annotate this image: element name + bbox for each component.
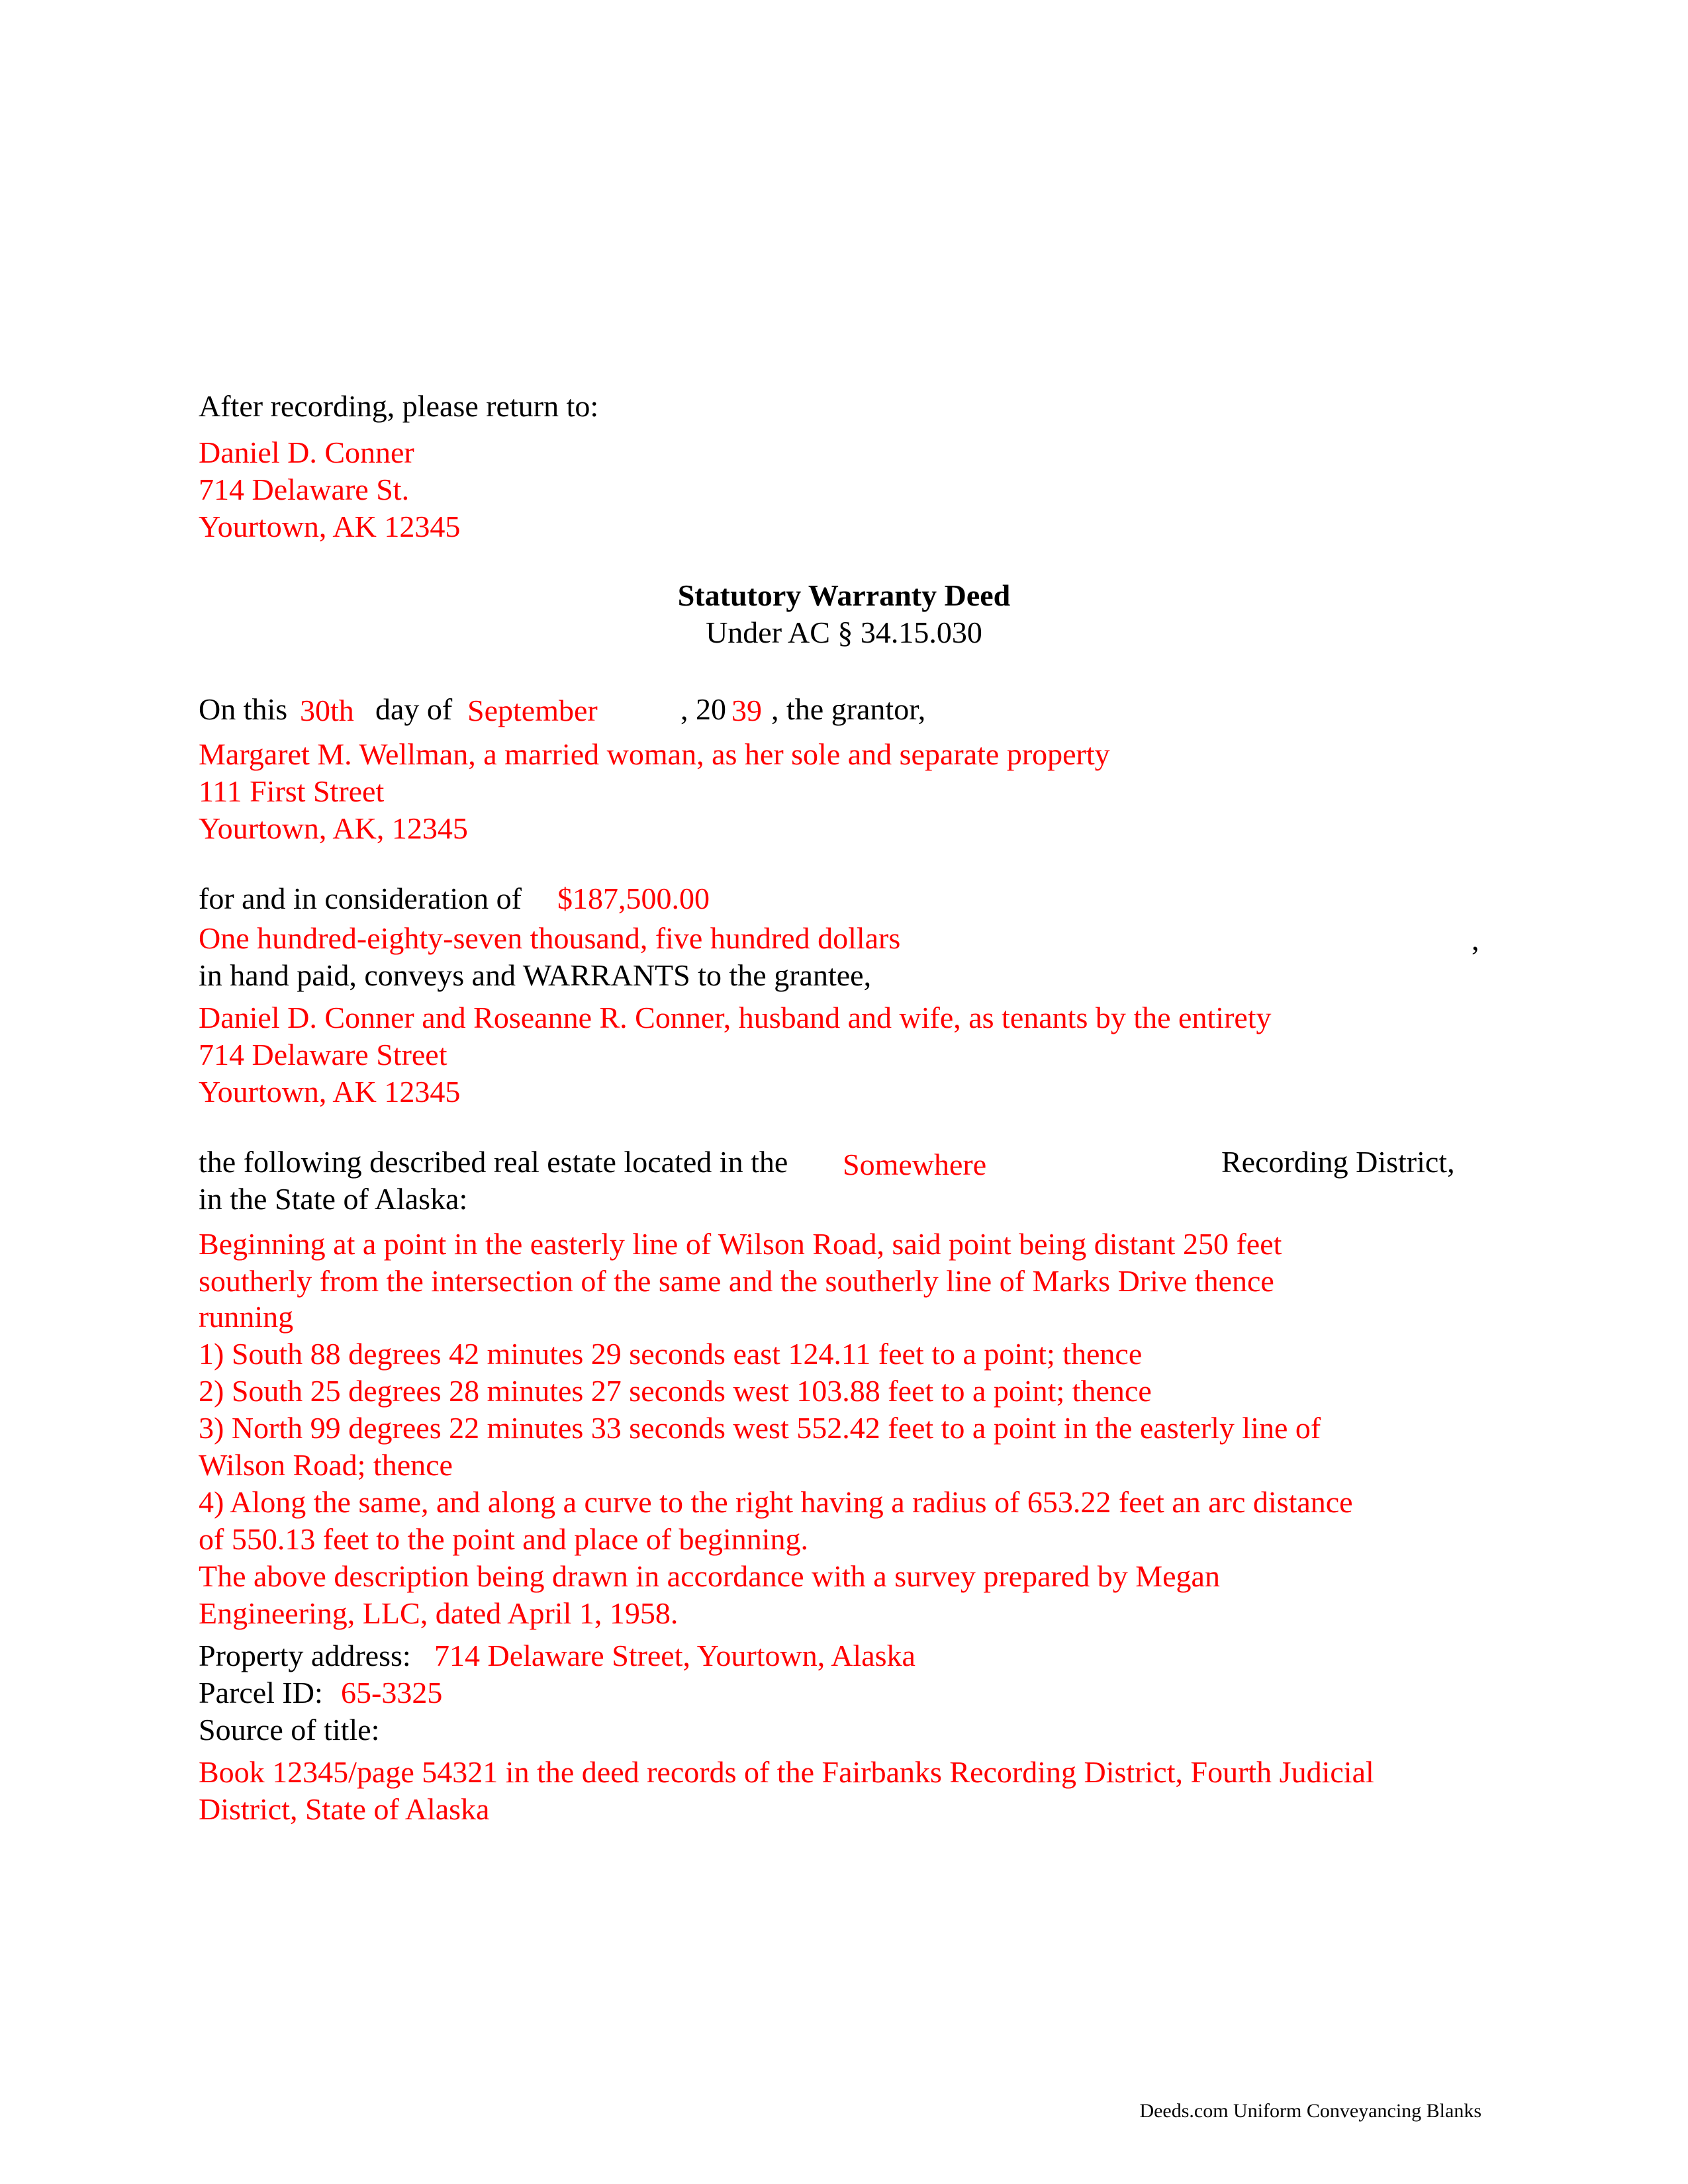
date-year-suffix: 39	[731, 694, 762, 727]
conveys-line: in hand paid, conveys and WARRANTS to the grantee,	[199, 958, 872, 992]
return-to-street: 714 Delaware St.	[199, 473, 410, 506]
return-to-name: Daniel D. Conner	[199, 435, 414, 469]
legal-description-line: 4) Along the same, and along a curve to the right having a radius of 653.22 feet an arc distance	[199, 1485, 1353, 1519]
grantee-name: Daniel D. Conner and Roseanne R. Conner, husband and wife, as tenants by the entirety	[199, 1001, 1272, 1034]
property-address-label: Property address:	[199, 1639, 411, 1672]
location-prefix: the following described real estate located in the	[199, 1145, 788, 1179]
legal-description-line: 2) South 25 degrees 28 minutes 27 seconds west 103.88 feet to a point; thence	[199, 1374, 1152, 1408]
location-suffix: Recording District,	[1221, 1145, 1455, 1179]
grantor-name: Margaret M. Wellman, a married woman, as her sole and separate property	[199, 737, 1110, 771]
source-of-title-line: District, State of Alaska	[199, 1792, 490, 1826]
return-to-city: Yourtown, AK 12345	[199, 510, 461, 543]
date-suffix: , the grantor,	[771, 692, 926, 726]
legal-description-line: running	[199, 1300, 294, 1334]
legal-description-line: Engineering, LLC, dated April 1, 1958.	[199, 1596, 679, 1630]
legal-description-line: 3) North 99 degrees 22 minutes 33 seconds west 552.42 feet to a point in the easterly line of	[199, 1411, 1321, 1445]
property-address: 714 Delaware Street, Yourtown, Alaska	[434, 1639, 915, 1672]
footer-text: Deeds.com Uniform Conveyancing Blanks	[1139, 2100, 1481, 2122]
grantor-city: Yourtown, AK, 12345	[199, 811, 468, 845]
source-of-title-label: Source of title:	[199, 1713, 380, 1747]
document-subtitle: Under AC § 34.15.030	[706, 615, 982, 649]
consideration-prefix: for and in consideration of	[199, 882, 522, 915]
legal-description-line: southerly from the intersection of the same and the southerly line of Marks Drive thence	[199, 1264, 1274, 1298]
date-month: September	[467, 694, 598, 727]
date-year-prefix: , 20	[680, 692, 726, 726]
legal-description-line: of 550.13 feet to the point and place of beginning.	[199, 1522, 809, 1556]
location-state: in the State of Alaska:	[199, 1182, 468, 1216]
consideration-words: One hundred-eighty-seven thousand, five hundred dollars	[199, 921, 901, 955]
grantor-street: 111 First Street	[199, 774, 385, 808]
legal-description-line: Wilson Road; thence	[199, 1448, 453, 1482]
date-prefix: On this	[199, 692, 288, 726]
document-title: Statutory Warranty Deed	[677, 578, 1011, 612]
legal-description-line: 1) South 88 degrees 42 minutes 29 seconds east 124.11 feet to a point; thence	[199, 1337, 1143, 1371]
source-of-title-line: Book 12345/page 54321 in the deed records of the Fairbanks Recording District, Fourth Judicial	[199, 1755, 1374, 1789]
parcel-id-label: Parcel ID:	[199, 1676, 323, 1709]
date-day-of: day of	[375, 692, 453, 726]
return-to-label: After recording, please return to:	[199, 389, 599, 423]
legal-description-line: Beginning at a point in the easterly line of Wilson Road, said point being distant 250 feet	[199, 1227, 1282, 1261]
grantee-street: 714 Delaware Street	[199, 1038, 447, 1071]
grantee-city: Yourtown, AK 12345	[199, 1075, 461, 1109]
date-day: 30th	[300, 694, 354, 727]
consideration-amount: $187,500.00	[557, 882, 710, 915]
legal-description-line: The above description being drawn in accordance with a survey prepared by Megan	[199, 1559, 1220, 1593]
recording-district: Somewhere	[843, 1148, 987, 1181]
parcel-id: 65-3325	[341, 1676, 443, 1709]
consideration-comma: ,	[1472, 923, 1479, 956]
